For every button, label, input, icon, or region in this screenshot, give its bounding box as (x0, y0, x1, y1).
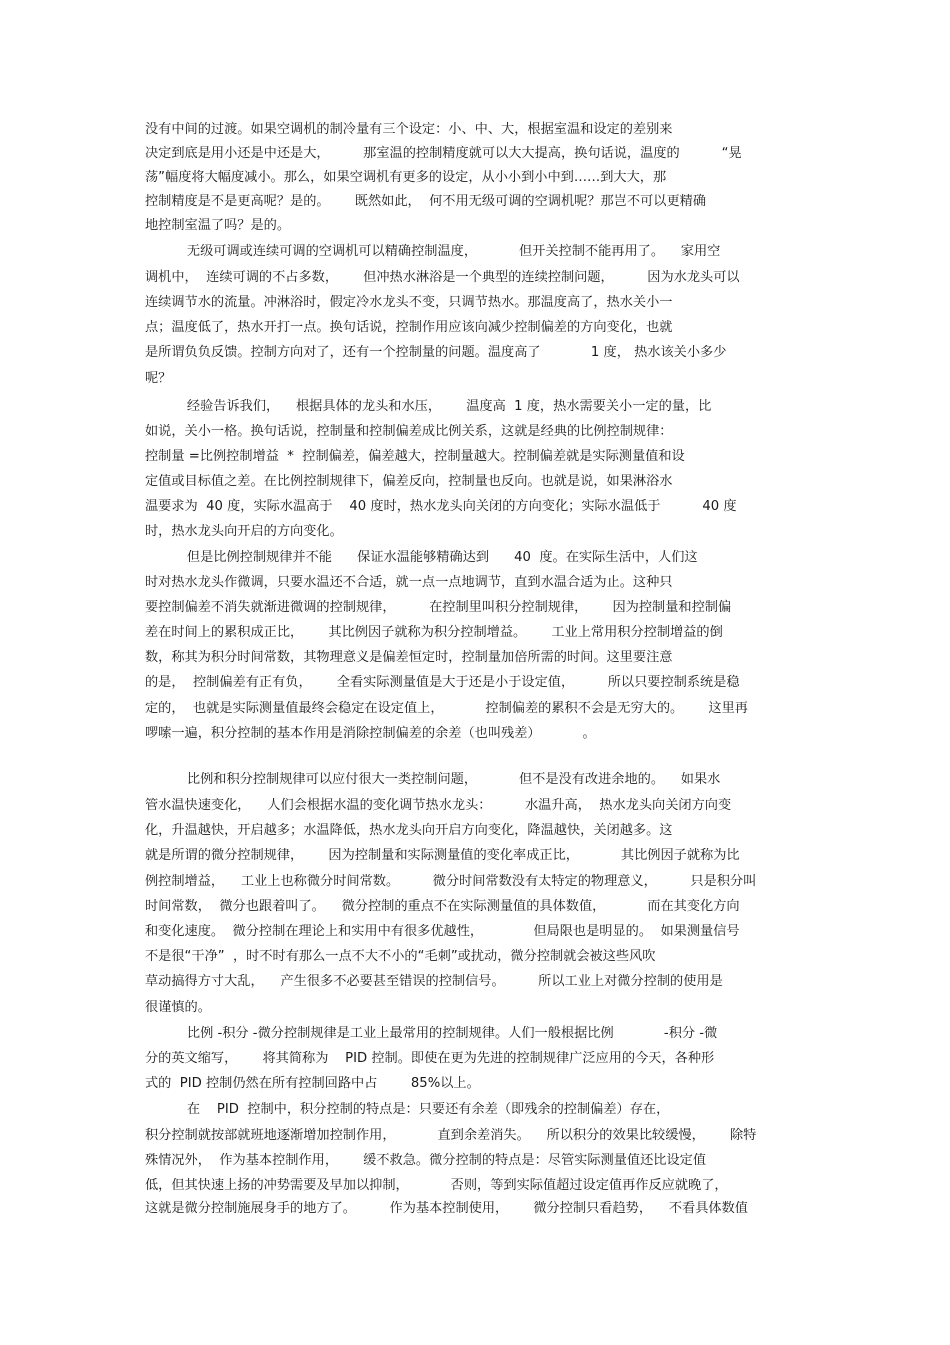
text-line: 殊情况外， 作为基本控制作用， 缓不救急。微分控制的特点是：尽管实际测量值还比设定值 (145, 1153, 707, 1168)
text-line: 和变化速度。 微分控制在理论上和实用中有很多优越性， 但局限也是明显的。 如果测量信号 (145, 924, 740, 939)
text-line: 啰嗦一遍，积分控制的基本作用是消除控制偏差的余差（也叫残差） 。 (145, 726, 596, 741)
text-line: 数，称其为积分时间常数，其物理意义是偏差恒定时，控制量加倍所需的时间。这里要注意 (145, 650, 673, 665)
text-line: 调机中， 连续可调的不占多数， 但冲热水淋浴是一个典型的连续控制问题， 因为水龙头可以 (145, 270, 740, 285)
text-line: 在 PID 控制中，积分控制的特点是：只要还有余差（即残余的控制偏差）存在， (145, 1102, 670, 1117)
text-line: 差在时间上的累积成正比， 其比例因子就称为积分控制增益。 工业上常用积分控制增益的倒 (145, 625, 723, 640)
text-line: 化，升温越快，开启越多；水温降低，热水龙头向开启方向变化，降温越快，关闭越多。这 (145, 823, 673, 838)
text-line: 温要求为 40 度，实际水温高于 40 度时，热水龙头向关闭的方向变化；实际水温低于 40 度 (145, 499, 737, 514)
text-line: 荡”幅度将大幅度减小。那么，如果空调机有更多的设定，从小小到小中到……到大大，那 (145, 170, 667, 185)
text-line: 无级可调或连续可调的空调机可以精确控制温度， 但开关控制不能再用了。 家用空 (145, 244, 721, 259)
text-line: 决定到底是用小还是中还是大， 那室温的控制精度就可以大大提高，换句话说，温度的 “晃 (145, 146, 742, 161)
text-line: 就是所谓的微分控制规律， 因为控制量和实际测量值的变化率成正比， 其比例因子就称为比 (145, 848, 740, 863)
text-line: 管水温快速变化， 人们会根据水温的变化调节热水龙头： 水温升高， 热水龙头向关闭方向变 (145, 798, 732, 813)
text-line: 分的英文缩写， 将其简称为 PID 控制。即使在更为先进的控制规律广泛应用的今天，各种形 (145, 1051, 715, 1066)
text-line: 地控制室温了吗？是的。 (145, 218, 291, 233)
text-line: 经验告诉我们， 根据具体的龙头和水压， 温度高 1 度，热水需要关小一定的量，比 (145, 399, 712, 414)
text-line: 这就是微分控制施展身手的地方了。 作为基本控制使用， 微分控制只看趋势， 不看具体数值 (145, 1201, 748, 1216)
text-line: 呢？ (145, 371, 172, 386)
text-line: 是所谓负负反馈。控制方向对了，还有一个控制量的问题。温度高了 1 度， 热水该关小多少 (145, 345, 727, 360)
text-line: 连续调节水的流量。冲淋浴时，假定冷水龙头不变，只调节热水。那温度高了，热水关小一 (145, 295, 673, 310)
text-line: 但是比例控制规律并不能 保证水温能够精确达到 40 度。在实际生活中，人们这 (145, 550, 698, 565)
text-line: 定值或目标值之差。在比例控制规律下，偏差反向，控制量也反向。也就是说，如果淋浴水 (145, 474, 673, 489)
text-line: 没有中间的过渡。如果空调机的制冷量有三个设定：小、中、大，根据室温和设定的差别来 (145, 122, 673, 137)
text-line: 控制精度是不是更高呢？是的。 既然如此， 何不用无级可调的空调机呢？那岂不可以更精确 (145, 194, 707, 209)
text-line: 不是很“干净” ，时不时有那么一点不大不小的“毛刺”或扰动，微分控制就会被这些风吹 (145, 949, 656, 964)
text-line: 点；温度低了，热水开打一点。换句话说，控制作用应该向减少控制偏差的方向变化，也就 (145, 320, 673, 335)
text-line: 比例和积分控制规律可以应付很大一类控制问题， 但不是没有改进余地的。 如果水 (145, 772, 721, 787)
text-line: 如说，关小一格。换句话说，控制量和控制偏差成比例关系，这就是经典的比例控制规律： (145, 424, 673, 439)
text-line: 的是， 控制偏差有正有负， 全看实际测量值是大于还是小于设定值， 所以只要控制系统是稳 (145, 675, 740, 690)
text-line: 时间常数， 微分也跟着叫了。 微分控制的重点不在实际测量值的具体数值， 而在其变化方向 (145, 899, 740, 914)
text-line: 定的， 也就是实际测量值最终会稳定在设定值上， 控制偏差的累积不会是无穷大的。 这里再 (145, 701, 748, 716)
text-line: 例控制增益， 工业上也称微分时间常数。 微分时间常数没有太特定的物理意义， 只是积分叫 (145, 874, 757, 889)
text-line: 积分控制就按部就班地逐渐增加控制作用， 直到余差消失。 所以积分的效果比较缓慢， 除特 (145, 1128, 757, 1143)
text-line: 草动搞得方寸大乱， 产生很多不必要甚至错误的控制信号。 所以工业上对微分控制的使用是 (145, 974, 723, 989)
text-line: 控制量 =比例控制增益 * 控制偏差，偏差越大，控制量越大。控制偏差就是实际测量值和设 (145, 449, 685, 464)
text-line: 很谨慎的。 (145, 1000, 211, 1015)
text-line: 时对热水龙头作微调，只要水温还不合适，就一点一点地调节，直到水温合适为止。这种只 (145, 575, 673, 590)
text-line: 时，热水龙头向开启的方向变化。 (145, 524, 343, 539)
text-line: 低，但其快速上扬的冲势需要及早加以抑制， 否则，等到实际值超过设定值再作反应就晚了， (145, 1178, 728, 1193)
text-line: 要控制偏差不消失就渐进微调的控制规律， 在控制里叫积分控制规律， 因为控制量和控制偏 (145, 600, 732, 615)
text-line: 比例 -积分 -微分控制规律是工业上最常用的控制规律。人们一般根据比例 -积分 -微 (145, 1026, 718, 1041)
text-line: 式的 PID 控制仍然在所有控制回路中占 85%以上。 (145, 1076, 480, 1091)
